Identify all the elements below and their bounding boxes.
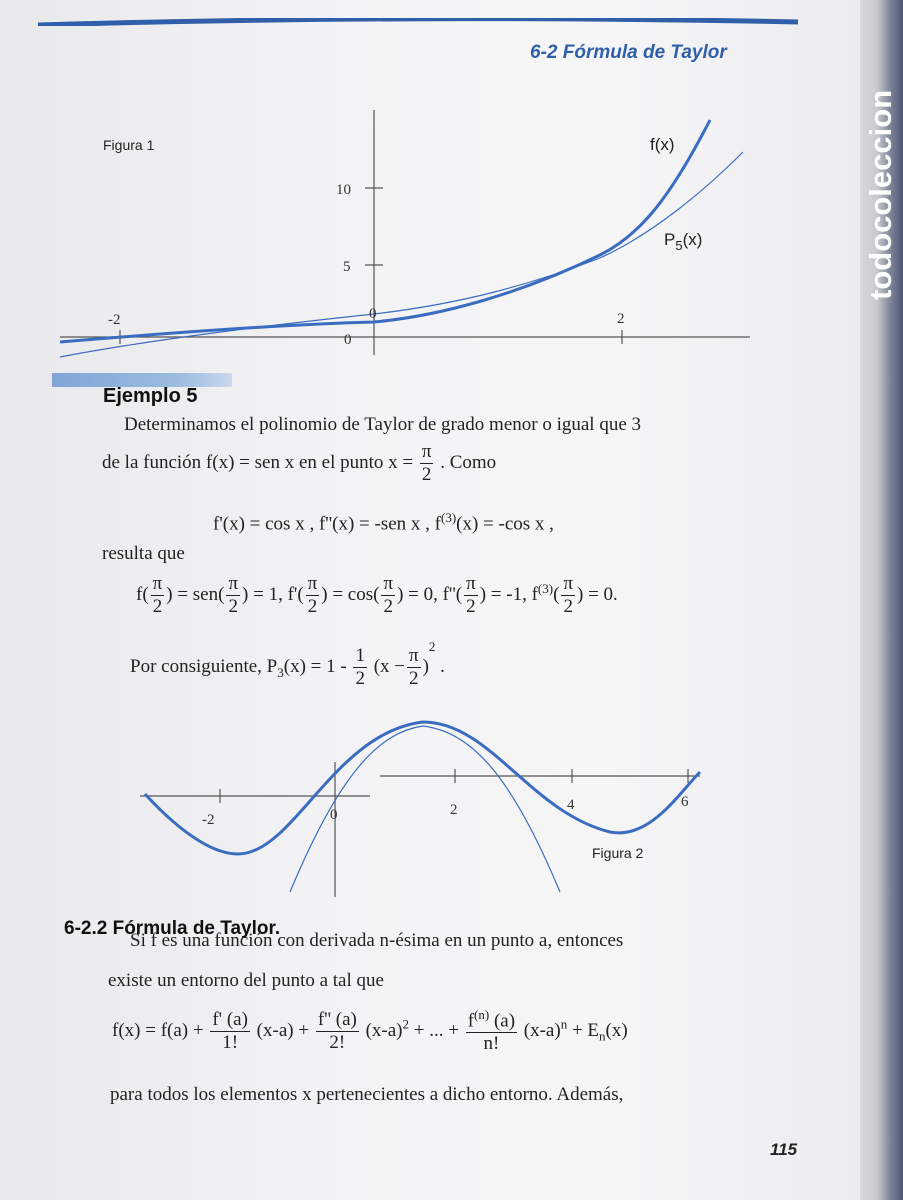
figure1-label: Figura 1 — [103, 137, 155, 153]
figure1-tick-y0: 0 — [344, 332, 352, 348]
section-line2: existe un entorno del punto a tal que — [108, 970, 384, 991]
figure2-plot — [140, 712, 710, 897]
figure1-tick-10: 10 — [336, 182, 351, 198]
figure1-tick-2: 2 — [617, 311, 625, 327]
example-title: Ejemplo 5 — [103, 385, 198, 407]
p5-curve — [60, 152, 743, 357]
figure1-tick-5: 5 — [343, 259, 351, 275]
page-edge — [860, 0, 903, 1200]
example-line1: Determinamos el polinomio de Taylor de grado menor o igual que 3 — [124, 414, 641, 435]
section-title: 6-2.2 Fórmula de Taylor. — [64, 918, 281, 939]
example-line2: de la función f(x) = sen x en el punto x = $\frac{\pi}{2}$ . Como — [102, 441, 497, 485]
header-rule — [38, 18, 798, 26]
figure2-tick-2: 2 — [450, 802, 458, 818]
f-curve — [60, 120, 710, 342]
page-number: 115 — [770, 1140, 798, 1159]
example-derivatives: f'(x) = cos x , f''(x) = -sen x , $f^{(3)}(x) = -\cos$ x , — [213, 510, 554, 535]
p5-curve-label: $P_5(x)$ — [664, 230, 703, 253]
section-line1: Si f es una función con derivada n-ésima en un punto a, entonces — [130, 930, 624, 951]
watermark-logo — [861, 10, 899, 310]
example-resulta: resulta que — [102, 543, 185, 564]
figure2-tick-6: 6 — [681, 794, 689, 810]
figure1-tick-0: 0 — [369, 306, 377, 322]
section-line3: para todos los elementos x pertenecientes a dicho entorno. Además, — [110, 1084, 624, 1105]
section-header: 6-2 Fórmula de Taylor — [530, 42, 727, 63]
figure1-tick-neg2: -2 — [108, 312, 121, 328]
figure2-tick-4: 4 — [567, 797, 575, 813]
sin-curve — [145, 722, 700, 854]
figure2-label: Figura 2 — [592, 845, 644, 861]
example-values: f( $\frac{\pi}{2}$ ) = sen( $\frac{\pi}{2}$ ) = 1, f'( $\frac{\pi}{2}$ ) = cos( $\frac{\pi}{2}$ ) = 0, f''( $\frac{\pi}{2}$ ) = -1, $f^{(3)}$( $\frac{\pi}{2}$ ) = 0. — [136, 573, 618, 617]
figure2-tick-0: 0 — [330, 807, 338, 823]
svg-text:todocoleccion: todocoleccion — [863, 89, 898, 300]
taylor-formula: f(x) = f(a) + $\frac{f' (a)}{1!}$ (x-a) + $\frac{f'' (a)}{2!}$ $(x-a)^2$ + ... + $\frac{f^{(n)} (a)}{n!}$ $(x-a)^n + E_n(x)$ — [112, 1007, 628, 1055]
f-curve-label: f(x) — [650, 135, 675, 154]
figure1-plot — [60, 110, 760, 370]
figure2-tick-neg2: -2 — [202, 812, 215, 828]
example-conclusion: Por consiguiente, $P_3(x) = 1$ - $\frac{1}{2}$ (x − $\frac{\pi}{2}$ )$^2$ . — [130, 638, 445, 689]
